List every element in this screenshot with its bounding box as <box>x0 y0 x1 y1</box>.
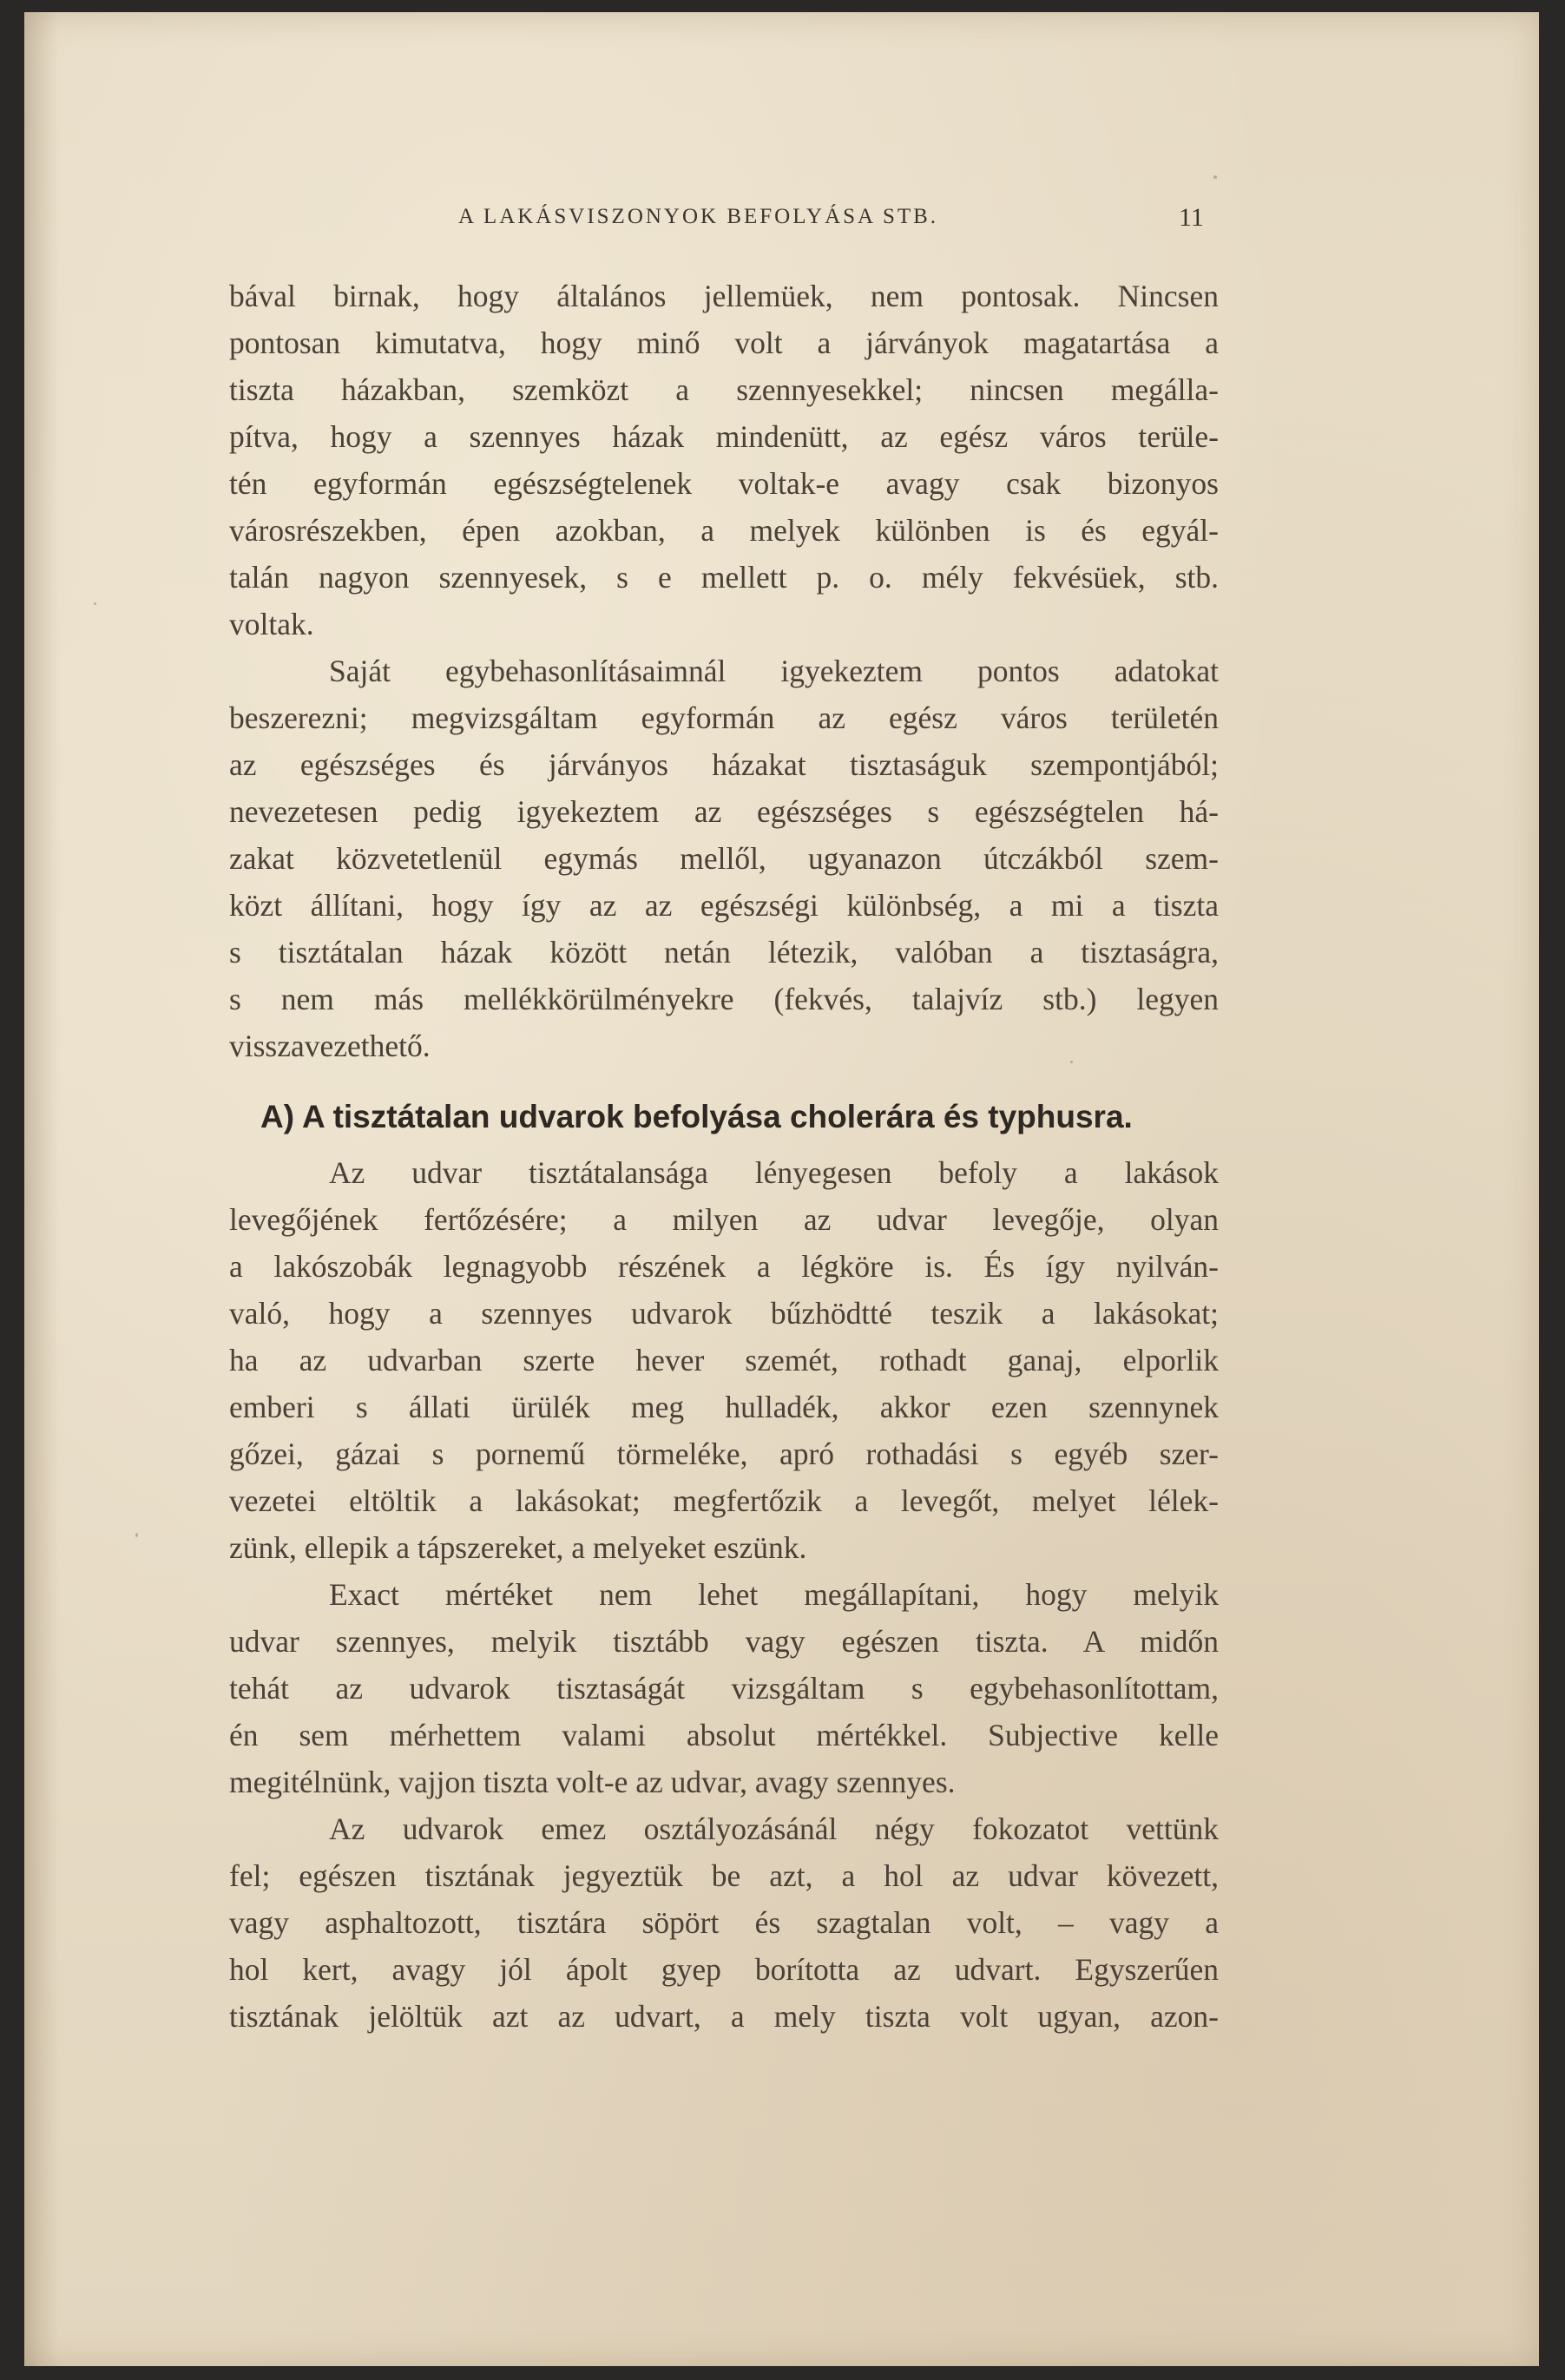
text-line: voltak. <box>229 607 314 641</box>
text-line: nevezetesen pedig igyekeztem az egészséges s egészségtelen há- <box>229 794 1219 829</box>
paragraph-5 <box>229 1805 1219 2040</box>
text-line: s tisztátalan házak között netán létezik, valóban a tisztaságra, <box>229 935 1219 970</box>
text-line: ha az udvarban szerte hever szemét, rothadt ganaj, elporlik <box>229 1343 1219 1377</box>
text-line: tisztának jelöltük azt az udvart, a mely tiszta volt ugyan, azon- <box>229 1999 1219 2034</box>
text-line: Az udvarok emez osztályozásánál négy fokozatot vettünk <box>329 1811 1219 1846</box>
paragraph-4 <box>229 1571 1219 1805</box>
text-line: visszavezethető. <box>229 1029 431 1063</box>
page-edge-shadow <box>24 12 59 2366</box>
running-head: A LAKÁSVISZONYOK BEFOLYÁSA STB. <box>458 205 939 228</box>
paper-speck <box>1070 1061 1073 1063</box>
text-line: a lakószobák legnagyobb részének a légköre is. És így nyilván- <box>229 1249 1219 1284</box>
text-line: zakat közvetetlenül egymás mellől, ugyanazon útczákból szem- <box>229 841 1219 876</box>
text-line: gőzei, gázai s pornemű törmeléke, apró rothadási s egyéb szer- <box>229 1437 1219 1471</box>
text-line: tehát az udvarok tisztaságát vizsgáltam s egybehasonlítottam, <box>229 1671 1219 1706</box>
text-line: az egészséges és járványos házakat tisztaságuk szempontjából; <box>229 747 1219 782</box>
spacer <box>229 1069 1219 1094</box>
text-line: talán nagyon szennyesek, s e mellett p. o. mély fekvésüek, stb. <box>229 560 1219 595</box>
text-line: való, hogy a szennyes udvarok bűzhödtté teszik a lakásokat; <box>229 1296 1219 1331</box>
text-line: bával birnak, hogy általános jellemüek, nem pontosak. Nincsen <box>229 279 1219 313</box>
paragraph-2 <box>229 648 1219 1069</box>
text-line: vagy asphaltozott, tisztára söpört és szagtalan volt, – vagy a <box>229 1905 1219 1940</box>
text-line: vezetei eltöltik a lakásokat; megfertőzik a levegőt, melyet lélek- <box>229 1483 1219 1518</box>
text-line: levegőjének fertőzésére; a milyen az udvar levegője, olyan <box>229 1202 1219 1237</box>
paper-speck <box>1213 175 1217 179</box>
paper-speck <box>94 602 96 605</box>
paper-speck <box>135 1533 138 1537</box>
text-line: tiszta házakban, szemközt a szennyesekkel; nincsen megálla- <box>229 372 1219 407</box>
text-line: beszerezni; megvizsgáltam egyformán az egész város területén <box>229 700 1219 735</box>
text-line: városrészekben, épen azokban, a melyek különben is és egyál- <box>229 513 1219 548</box>
text-line: pítva, hogy a szennyes házak mindenütt, az egész város terüle- <box>229 419 1219 454</box>
text-line: Az udvar tisztátalansága lényegesen befoly a lakások <box>329 1155 1219 1190</box>
body-text <box>229 273 1219 2040</box>
text-line: Exact mértéket nem lehet megállapítani, hogy melyik <box>329 1577 1219 1612</box>
text-line: Saját egybehasonlításaimnál igyekeztem pontos adatokat <box>329 654 1219 688</box>
paragraph-1 <box>229 273 1219 648</box>
text-line: én sem mérhettem valami absolut mértékkel. Subjective kelle <box>229 1718 1219 1752</box>
paragraph-3 <box>229 1149 1219 1571</box>
book-page <box>24 12 1539 2366</box>
page-number: 11 <box>1179 203 1204 232</box>
section-heading: A) A tisztátalan udvarok befolyása cholerára és typhusra. <box>260 1099 1133 1134</box>
text-line: udvar szennyes, melyik tisztább vagy egészen tiszta. A midőn <box>229 1624 1219 1659</box>
text-line: megitélnünk, vajjon tiszta volt-e az udvar, avagy szennyes. <box>229 1765 956 1799</box>
text-line: zünk, ellepik a tápszereket, a melyeket eszünk. <box>229 1530 807 1565</box>
text-line: s nem más mellékkörülményekre (fekvés, talajvíz stb.) legyen <box>229 982 1219 1016</box>
spacer <box>229 1141 1219 1149</box>
text-line: fel; egészen tisztának jegyeztük be azt, a hol az udvar kövezett, <box>229 1858 1219 1893</box>
text-line: közt állítani, hogy így az az egészségi különbség, a mi a tiszta <box>229 888 1219 923</box>
text-line: pontosan kimutatva, hogy minő volt a járványok magatartása a <box>229 325 1219 360</box>
text-line: tén egyformán egészségtelenek voltak-e avagy csak bizonyos <box>229 466 1219 501</box>
text-line: hol kert, avagy jól ápolt gyep borította az udvart. Egyszerűen <box>229 1952 1219 1987</box>
text-line: emberi s állati ürülék meg hulladék, akkor ezen szennynek <box>229 1390 1219 1424</box>
